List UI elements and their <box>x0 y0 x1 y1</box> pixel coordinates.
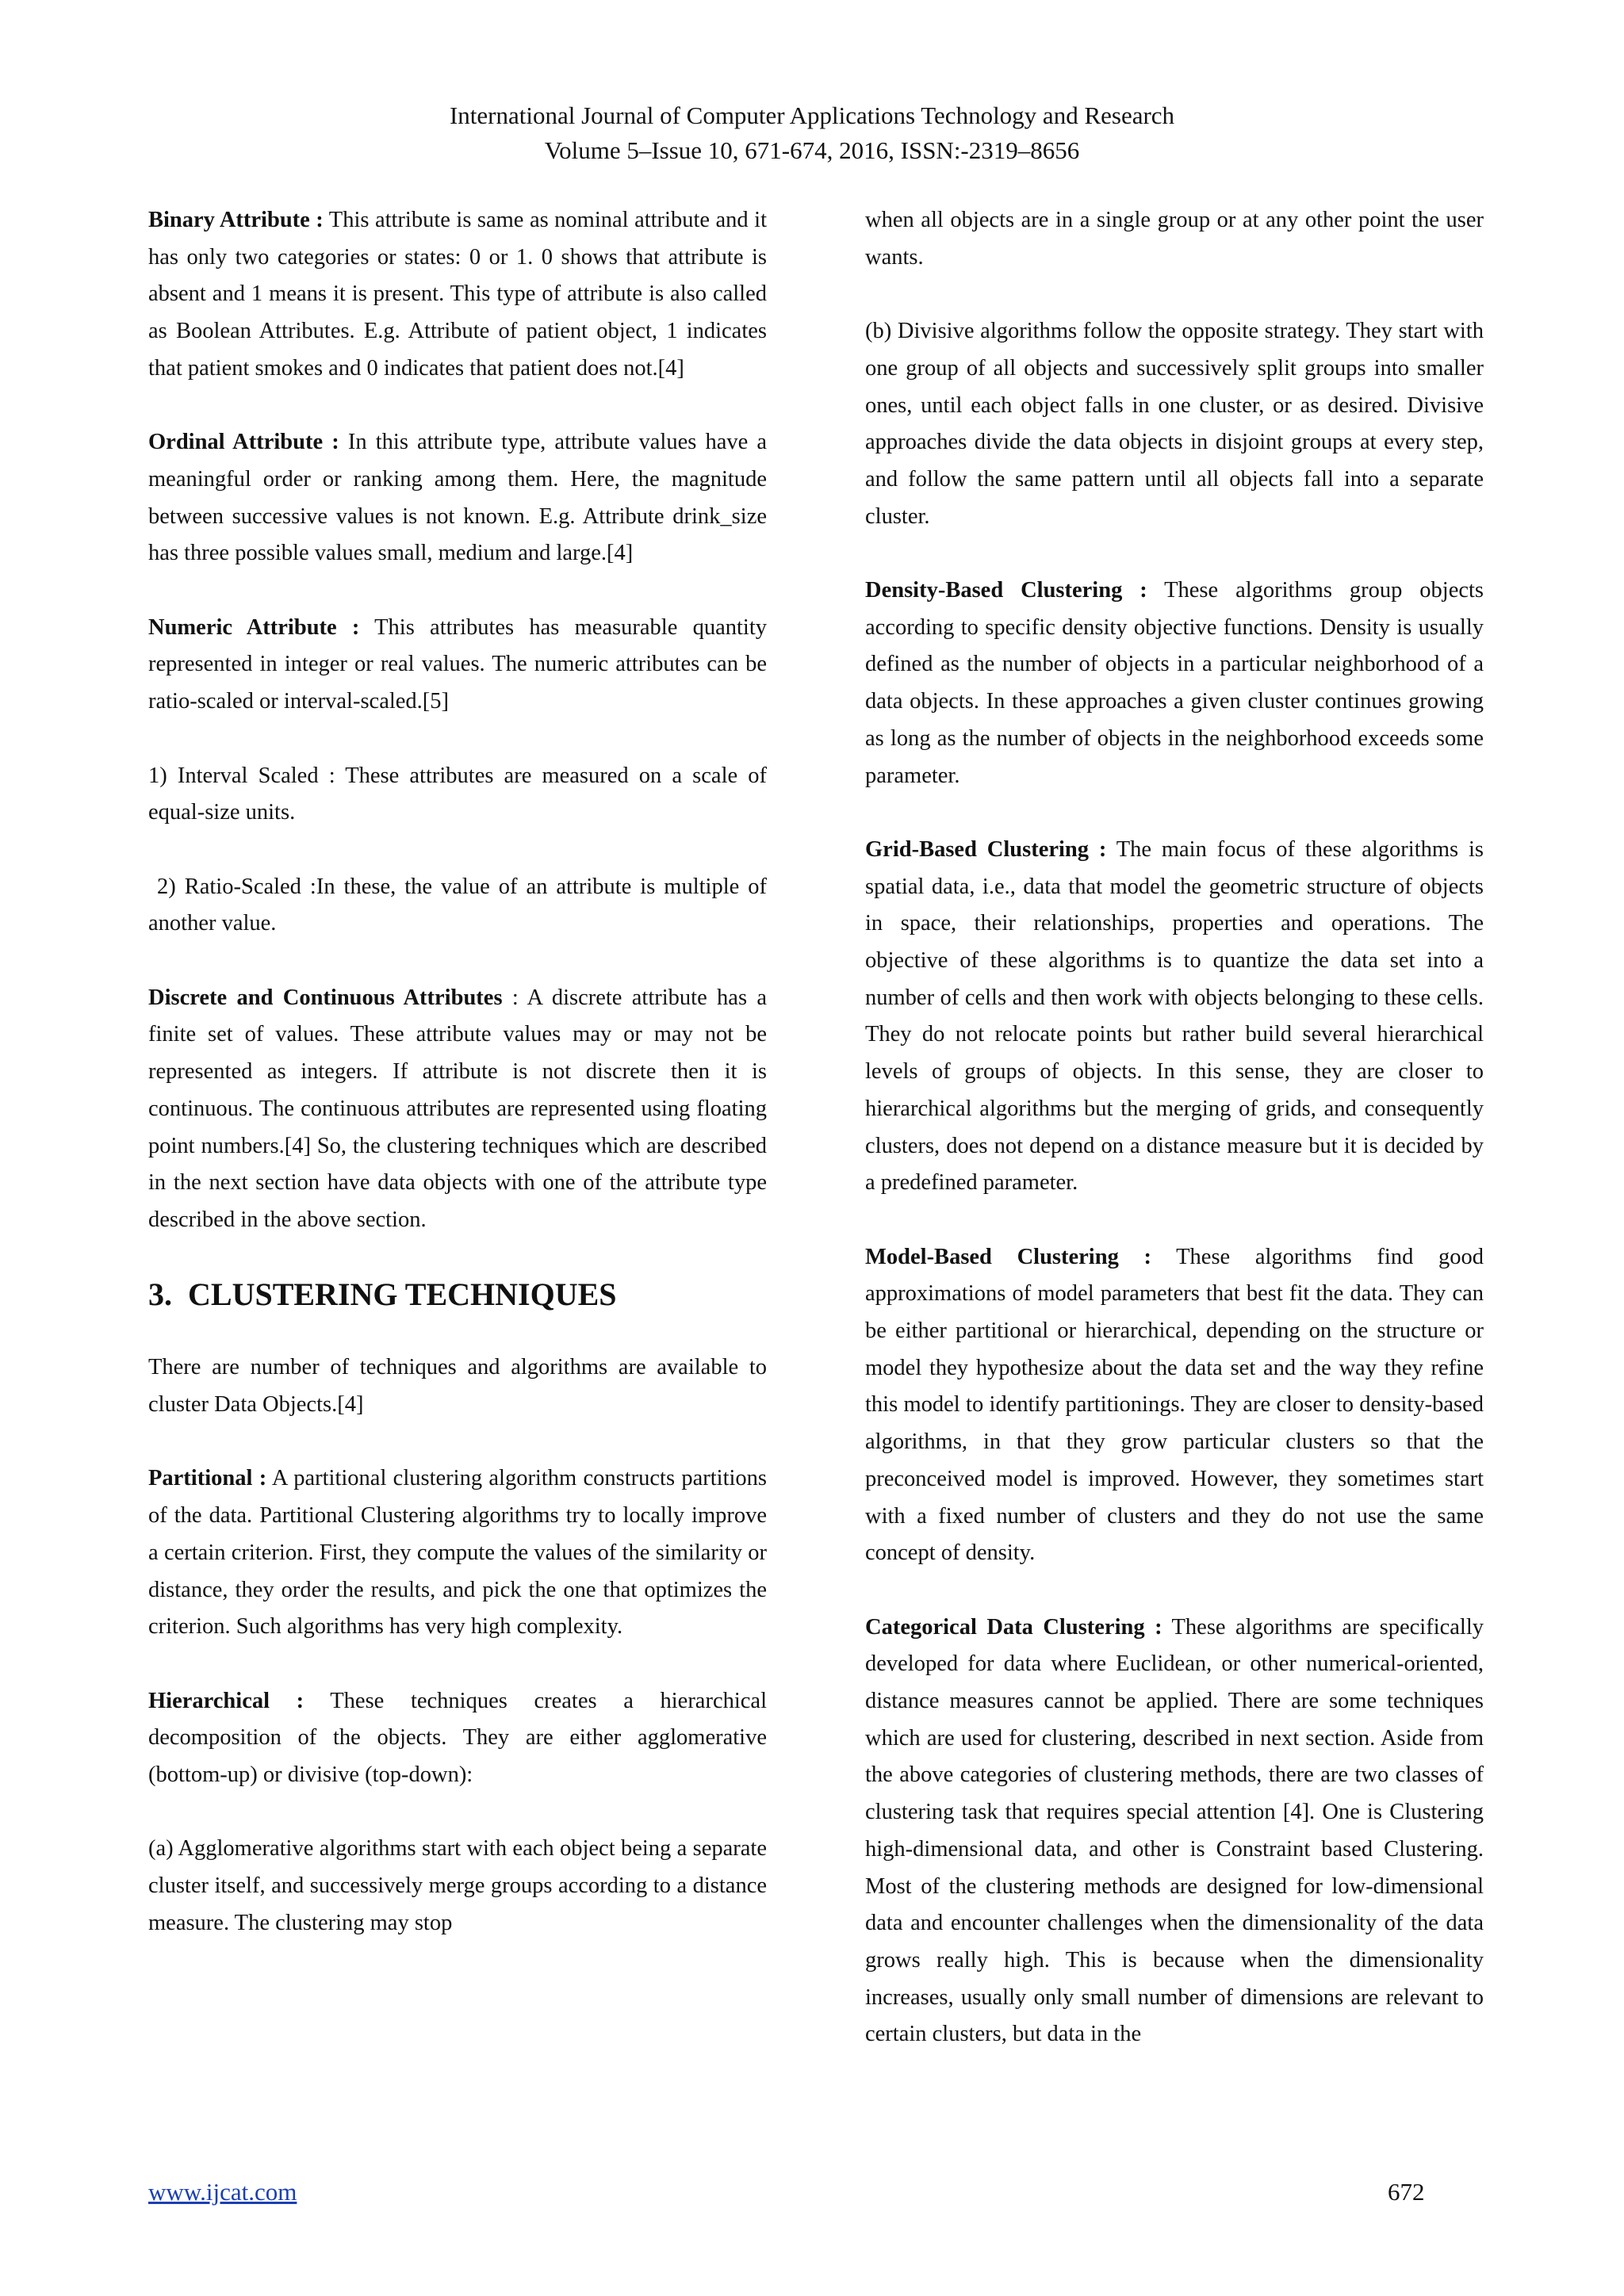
clustering-intro-paragraph: There are number of techniques and algorithms are available to cluster Data Objects.[4] <box>148 1355 767 1417</box>
density-based-text: These algorithms group objects according to specific density objective functions. Density is usually defined as the number of objects in a particular neighborhood of a data objects. In these approaches a given cluster continues growing as long as the number of objects in the neighborhood exceeds some parameter. <box>865 578 1484 788</box>
left-column <box>148 202 773 1942</box>
numeric-attribute-paragraph <box>148 610 767 721</box>
ordinal-attribute-term: Ordinal Attribute : <box>148 430 339 455</box>
discrete-continuous-term: Discrete and Continuous Attributes <box>148 985 503 1010</box>
grid-based-term: Grid-Based Clustering : <box>865 836 1107 862</box>
categorical-text: These algorithms are specifically developed for data where Euclidean, or other numerical-oriented, distance measures cannot be applied. There are some techniques which are used for clustering, described in next section. Aside from the above categories of clustering methods, there are two classes of clustering task that requires special attention [4]. One is Clustering high-dimensional data, and other is Constraint based Clustering. Most of the clustering methods are designed for low-dimensional data and encounter challenges when the dimensionality of the data grows really high. This is because when the dimensionality increases, usually only small number of dimensions are relevant to certain clusters, but data in the <box>865 1614 1484 2047</box>
ordinal-attribute-text: In this attribute type, attribute values have a meaningful order or ranking among them. Here, the magnitude between successive values is not known. E.g. Attribute drink_size has three possible values small, medium and large.[4] <box>148 430 768 566</box>
density-based-paragraph <box>865 572 1484 794</box>
right-column <box>865 202 1484 2053</box>
partitional-term: Partitional : <box>148 1466 267 1491</box>
hierarchical-paragraph <box>148 1683 767 1794</box>
binary-attribute-paragraph <box>148 202 767 388</box>
hierarchical-text: These techniques creates a hierarchical decomposition of the objects. They are either agglomerative (bottom-up) or divisive (top-down): <box>148 1688 767 1787</box>
journal-website-link[interactable]: www.ijcat.com <box>148 2178 297 2206</box>
model-based-term: Model-Based Clustering : <box>865 1244 1151 1269</box>
hierarchical-term: Hierarchical : <box>148 1688 304 1713</box>
divisive-paragraph: (b) Divisive algorithms follow the opposite strategy. They start with one group of all objects and successively split groups into smaller ones, until each object falls in one cluster, or as desired. Divisive approaches divide the data objects in disjoint groups at every step, and follow the same pattern until all objects fall into a separate cluster. <box>865 319 1484 529</box>
ordinal-attribute-paragraph <box>148 424 767 572</box>
density-based-term: Density-Based Clustering : <box>865 578 1147 603</box>
page-number: 672 <box>1388 2178 1425 2206</box>
numeric-attribute-text: This attributes has measurable quantity represented in integer or real values. The numeric attributes can be ratio-scaled or interval-scaled.[5] <box>148 614 767 714</box>
binary-attribute-term: Binary Attribute : <box>148 208 324 232</box>
section-heading: 3. CLUSTERING TECHNIQUES <box>148 1276 617 1313</box>
partitional-paragraph <box>148 1460 767 1646</box>
model-based-paragraph <box>865 1239 1484 1572</box>
categorical-paragraph <box>865 1609 1484 2053</box>
agglomerative-continued-paragraph: when all objects are in a single group or at any other point the user wants. <box>865 208 1484 270</box>
grid-based-paragraph <box>865 832 1484 1202</box>
numeric-attribute-term: Numeric Attribute : <box>148 614 360 640</box>
partitional-text: A partitional clustering algorithm constructs partitions of the data. Partitional Clustering algorithms try to locally improve a certain criterion. First, they compute the values of the similarity or distance, they order the results, and pick the one that optimizes the criterion. Such algorithms has very high complexity. <box>148 1466 768 1640</box>
interval-scaled-paragraph: 1) Interval Scaled : These attributes are measured on a scale of equal-size units. <box>148 763 767 825</box>
journal-header <box>0 98 1624 168</box>
discrete-continuous-paragraph <box>148 980 767 1239</box>
ratio-scaled-paragraph: 2) Ratio-Scaled :In these, the value of an attribute is multiple of another value. <box>148 874 773 936</box>
journal-volume: Volume 5–Issue 10, 671-674, 2016, ISSN:-2319–8656 <box>544 136 1080 164</box>
binary-attribute-text: This attribute is same as nominal attribute and it has only two categories or states: 0 or 1. 0 shows that attribute is absent and 1 means it is present. This type of attribute is also called as Boolean Attributes. E.g. Attribute of patient object, 1 indicates that patient smokes and 0 indicates that patient does not.[4] <box>148 208 768 381</box>
discrete-continuous-text: : A discrete attribute has a finite set of values. These attribute values may or may not be represented as integers. If attribute is not discrete then it is continuous. The continuous attributes are represented using floating point numbers.[4] So, the clustering techniques which are described in the next section have data objects with one of the attribute type described in the above section. <box>148 985 768 1232</box>
model-based-text: These algorithms find good approximations of model parameters that best fit the data. They can be either partitional or hierarchical, depending on the structure or model they hypothesize about the data set and the way they refine this model to identify partitionings. They are closer to density-based algorithms, in that they grow particular clusters so that the preconceived model is improved. However, they sometimes start with a fixed number of clusters and they do not use the same concept of density. <box>865 1244 1484 1566</box>
agglomerative-paragraph: (a) Agglomerative algorithms start with each object being a separate cluster itself, and successively merge groups according to a distance measure. The clustering may stop <box>148 1836 767 1935</box>
journal-title: International Journal of Computer Applications Technology and Research <box>449 101 1175 129</box>
categorical-term: Categorical Data Clustering : <box>865 1614 1162 1640</box>
grid-based-text: The main focus of these algorithms is spatial data, i.e., data that model the geometric structure of objects in space, their relationships, properties and operations. The objective of these algorithms is to quantize the data set into a number of cells and then work with objects belonging to these cells. They do not relocate points but rather build several hierarchical levels of groups of objects. In this sense, they are closer to hierarchical algorithms but the merging of grids, and consequently clusters, does not depend on a distance measure but it is decided by a predefined parameter. <box>865 836 1484 1196</box>
